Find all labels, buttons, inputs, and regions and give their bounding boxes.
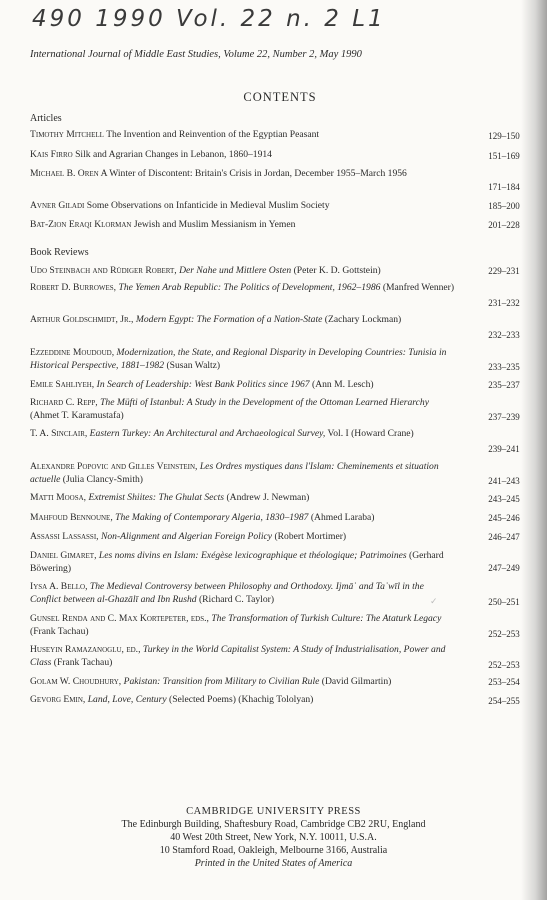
review-reviewer: (Gerhard Böwering) [30, 550, 444, 574]
review-pages: 246–247 [488, 532, 520, 542]
review-pages: 232–233 [488, 330, 520, 340]
articles-section-label: Articles [30, 113, 62, 124]
publisher-block [0, 805, 547, 870]
publisher-name: CAMBRIDGE UNIVERSITY PRESS [186, 806, 361, 817]
review-book-title: Extremist Shiites: The Ghulat Sects [88, 492, 225, 503]
printed-in-line: Printed in the United States of America [194, 858, 353, 869]
review-entry [30, 675, 455, 688]
review-entry [30, 580, 455, 606]
article-entry [30, 218, 455, 231]
contents-heading: CONTENTS [243, 90, 317, 104]
publisher-address-line: The Edinburgh Building, Shaftesbury Road, Cambridge CB2 2RU, England [121, 819, 426, 830]
review-pages: 254–255 [488, 696, 520, 706]
review-reviewer: (Julia Clancy-Smith) [62, 474, 143, 485]
review-book-title: Pakistan: Transition from Military to Civilian Rule [123, 676, 320, 687]
review-volume: Vol. I [327, 428, 349, 439]
review-author: Arthur Goldschmidt, Jr., [30, 314, 134, 325]
article-author: Kais Firro [30, 149, 73, 160]
review-entry [30, 693, 455, 706]
article-author: Avner Giladi [30, 200, 85, 211]
review-book-title: Turkey in the World Capitalist System: A Study of Industrialisation, Power and Class [30, 644, 446, 668]
review-pages: 253–254 [488, 677, 520, 687]
article-pages: 201–228 [488, 220, 520, 230]
review-book-title: Non-Alignment and Algerian Foreign Policy [100, 531, 273, 542]
review-book-title: Land, Love, Century [87, 694, 167, 705]
review-reviewer: (Andrew J. Newman) [226, 492, 310, 503]
review-reviewer: (Susan Waltz) [166, 360, 221, 371]
article-pages: 151–169 [488, 151, 520, 161]
review-reviewer: (Howard Crane) [351, 428, 414, 439]
review-pages: 241–243 [488, 476, 520, 486]
article-pages: 185–200 [488, 201, 520, 211]
handwritten-call-number: 490 1990 Vol. 22 n. 2 L1 [32, 6, 386, 32]
review-author: Gunsel Renda and C. Max Kortepeter, eds., [30, 613, 209, 624]
review-pages: 245–246 [488, 513, 520, 523]
article-title: The Invention and Reinvention of the Egyptian Peasant [106, 129, 320, 140]
article-entry [30, 148, 455, 161]
review-book-title: Modernization, the State, and Regional Disparity in Developing Countries: Tunisia in Historical Perspective, 1881–1982 [30, 347, 447, 371]
review-author: Udo Steinbach and Rüdiger Robert, [30, 265, 177, 276]
review-author: T. A. Sinclair, [30, 428, 88, 439]
review-book-title: In Search of Leadership: West Bank Politics since 1967 [96, 379, 310, 390]
review-entry [30, 530, 455, 543]
review-pages: 252–253 [488, 629, 520, 639]
review-book-title: The Transformation of Turkish Culture: The Ataturk Legacy [211, 613, 442, 624]
article-entry [30, 167, 455, 180]
review-author: Iysa A. Bello, [30, 581, 88, 592]
review-reviewer: (Ann M. Lesch) [312, 379, 374, 390]
article-title: Silk and Agrarian Changes in Lebanon, 1860–1914 [75, 149, 272, 160]
review-reviewer: (Manfred Wenner) [382, 282, 455, 293]
review-book-title: The Medieval Controversy between Philosophy and Orthodoxy. Ijmāʿ and Taʾwīl in the Conflict between al-Ghazālī and Ibn Rushd [30, 581, 424, 605]
review-reviewer: (Ahmed Laraba) [310, 512, 375, 523]
review-book-title: The Müfti of Istanbul: A Study in the Development of the Ottoman Learned Hierarchy [100, 397, 429, 408]
review-reviewer: (Robert Mortimer) [274, 531, 347, 542]
review-pages: 229–231 [488, 266, 520, 276]
review-book-title: Der Nahe und Mittlere Osten [179, 265, 292, 276]
journal-citation: International Journal of Middle East Studies, Volume 22, Number 2, May 1990 [30, 49, 362, 60]
review-pages: 235–237 [488, 380, 520, 390]
review-entry [30, 491, 455, 504]
article-title: Some Observations on Infanticide in Medieval Muslim Society [86, 200, 330, 211]
review-book-title: Les noms divins en Islam: Exégèse lexicographique et théologique; Patrimoines [98, 550, 407, 561]
review-author: Gevorg Emin, [30, 694, 86, 705]
review-author: Daniel Gimaret, [30, 550, 97, 561]
review-reviewer: (Peter K. D. Gottstein) [293, 265, 381, 276]
review-entry [30, 612, 455, 638]
review-author: Matti Moosa, [30, 492, 87, 503]
review-reviewer: (Selected Poems) (Khachig Tololyan) [169, 694, 314, 705]
review-reviewer: (Frank Tachau) [53, 657, 113, 668]
review-reviewer: (David Gilmartin) [321, 676, 392, 687]
review-entry [30, 264, 455, 277]
review-reviewer: (Ahmet T. Karamustafa) [30, 410, 124, 421]
article-author: Bat-Zion Eraqi Klorman [30, 219, 132, 230]
review-entry [30, 396, 455, 422]
review-pages: 252–253 [488, 660, 520, 670]
review-book-title: Eastern Turkey: An Architectural and Archaeological Survey, [89, 428, 326, 439]
review-author: Robert D. Burrowes, [30, 282, 117, 293]
review-author: Ezzeddine Moudoud, [30, 347, 115, 358]
review-pages: 233–235 [488, 362, 520, 372]
review-author: Richard C. Repp, [30, 397, 98, 408]
review-entry [30, 549, 455, 575]
review-pages: 247–249 [488, 563, 520, 573]
article-pages: 171–184 [488, 182, 520, 192]
review-reviewer: (Zachary Lockman) [324, 314, 402, 325]
article-author: Timothy Mitchell [30, 129, 104, 140]
review-reviewer: (Frank Tachau) [30, 626, 89, 637]
article-title: Jewish and Muslim Messianism in Yemen [133, 219, 296, 230]
review-author: Huseyin Ramazanoglu, ed., [30, 644, 141, 655]
book-reviews-section-label: Book Reviews [30, 247, 89, 258]
review-book-title: Les Ordres mystiques dans l'Islam: Cheminements et situation actuelle [30, 461, 439, 485]
review-pages: 243–245 [488, 494, 520, 504]
article-title: A Winter of Discontent: Britain's Crisis in Jordan, December 1955–March 1956 [100, 168, 407, 179]
review-author: Alexandre Popovic and Gilles Veinstein, [30, 461, 198, 472]
review-author: Assassi Lassassi, [30, 531, 99, 542]
review-entry [30, 643, 455, 669]
review-entry [30, 378, 455, 391]
review-pages: 250–251 [488, 597, 520, 607]
publisher-address-line: 10 Stamford Road, Oakleigh, Melbourne 3166, Australia [159, 845, 388, 856]
review-entry [30, 511, 455, 524]
article-entry [30, 128, 455, 141]
review-reviewer: (Richard C. Taylor) [198, 594, 275, 605]
review-book-title: The Yemen Arab Republic: The Politics of Development, 1962–1986 [118, 282, 381, 293]
review-author: Golam W. Choudhury, [30, 676, 122, 687]
article-pages: 129–150 [488, 131, 520, 141]
publisher-address-line: 40 West 20th Street, New York, N.Y. 10011, U.S.A. [170, 832, 377, 843]
review-entry [30, 460, 455, 486]
review-entry [30, 313, 455, 326]
review-author: Mahfoud Bennoune, [30, 512, 113, 523]
review-pages: 239–241 [488, 444, 520, 454]
review-book-title: Modern Egypt: The Formation of a Nation-State [135, 314, 323, 325]
review-entry [30, 281, 455, 294]
review-pages: 237–239 [488, 412, 520, 422]
review-author: Emile Sahliyeh, [30, 379, 95, 390]
review-pages: 231–232 [488, 298, 520, 308]
review-entry [30, 427, 455, 440]
review-entry [30, 346, 455, 372]
article-entry [30, 199, 455, 212]
review-book-title: The Making of Contemporary Algeria, 1830–1987 [115, 512, 309, 523]
pencil-mark: ✓ [430, 596, 438, 606]
article-author: Michael B. Oren [30, 168, 99, 179]
